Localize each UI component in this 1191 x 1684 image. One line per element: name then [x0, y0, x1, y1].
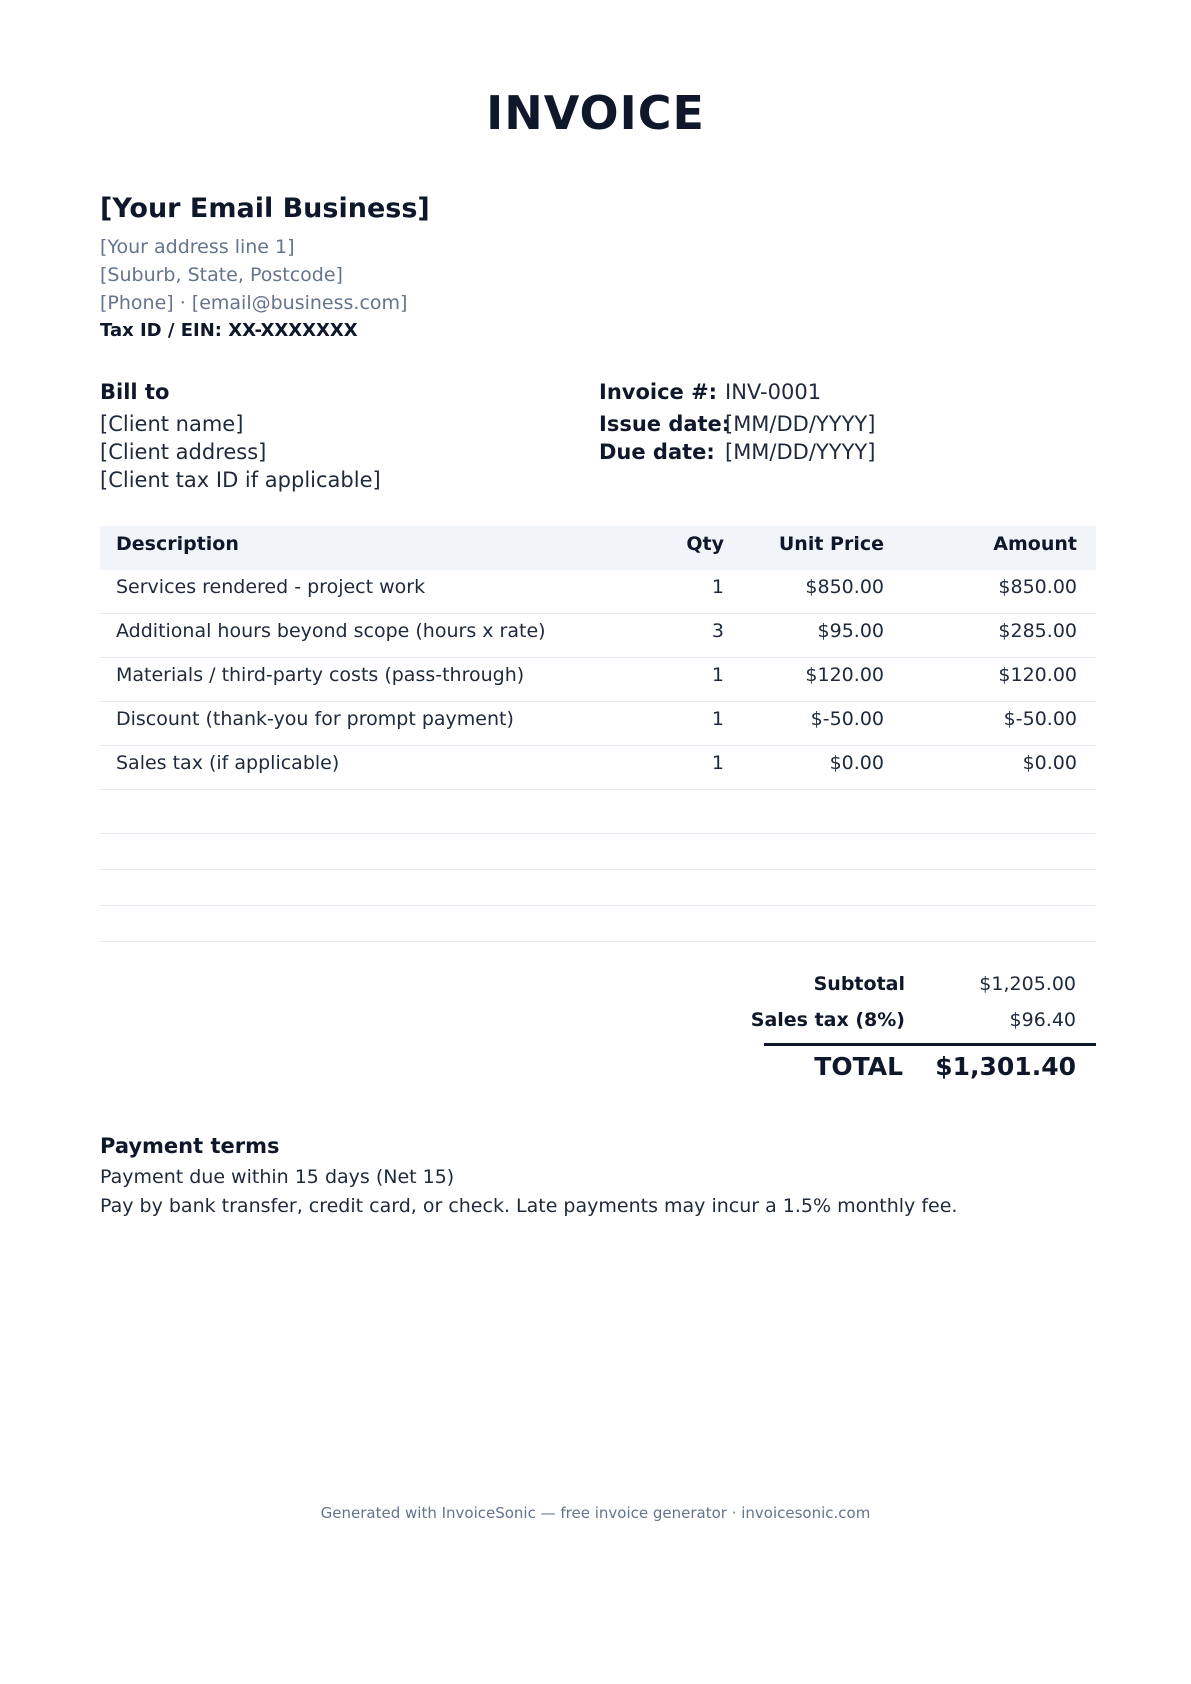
payment-terms-heading: Payment terms [100, 1134, 280, 1158]
empty-table-row [100, 906, 1096, 942]
sales-tax-label: Sales tax (8%) [750, 1009, 905, 1031]
header-description: Description [116, 533, 239, 555]
row-unit-price: $850.00 [805, 576, 884, 598]
client-address: [Client address] [100, 440, 267, 464]
footer-credit: Generated with InvoiceSonic — free invoice generator · invoicesonic.com [320, 1504, 871, 1522]
empty-table-row [100, 790, 1096, 834]
row-unit-price: $0.00 [829, 752, 884, 774]
total-label: TOTAL [814, 1052, 903, 1081]
total-value: $1,301.40 [935, 1052, 1076, 1081]
header-qty: Qty [686, 533, 724, 555]
due-date-label: Due date: [599, 440, 715, 464]
business-contact: [Phone] · [email@business.com] [100, 292, 408, 314]
row-amount: $0.00 [1022, 752, 1077, 774]
table-header [100, 526, 1096, 570]
due-date-value: [MM/DD/YYYY] [725, 440, 876, 464]
total-divider [764, 1043, 1096, 1046]
row-description: Discount (thank-you for prompt payment) [116, 708, 514, 730]
issue-date-label: Issue date: [599, 412, 731, 436]
sales-tax-value: $96.40 [1009, 1009, 1076, 1031]
table-row [100, 746, 1096, 790]
bill-to-heading: Bill to [100, 380, 170, 404]
business-name: [Your Email Business] [100, 193, 430, 224]
payment-terms-line1: Payment due within 15 days (Net 15) [100, 1166, 455, 1188]
client-name: [Client name] [100, 412, 244, 436]
row-description: Additional hours beyond scope (hours x rate) [116, 620, 546, 642]
row-amount: $285.00 [998, 620, 1077, 642]
table-row [100, 570, 1096, 614]
line-items-table [100, 526, 1096, 942]
empty-table-row [100, 834, 1096, 870]
row-qty: 1 [711, 752, 724, 774]
invoice-number-label: Invoice #: [599, 380, 718, 404]
header-unit-price: Unit Price [778, 533, 884, 555]
client-tax-id: [Client tax ID if applicable] [100, 468, 381, 492]
row-amount: $120.00 [998, 664, 1077, 686]
row-qty: 1 [711, 576, 724, 598]
payment-terms-line2: Pay by bank transfer, credit card, or check. Late payments may incur a 1.5% monthly fee. [100, 1195, 958, 1217]
row-amount: $850.00 [998, 576, 1077, 598]
row-description: Sales tax (if applicable) [116, 752, 340, 774]
empty-table-row [100, 870, 1096, 906]
table-row [100, 614, 1096, 658]
table-row [100, 658, 1096, 702]
row-qty: 1 [711, 664, 724, 686]
issue-date-value: [MM/DD/YYYY] [725, 412, 876, 436]
row-qty: 1 [711, 708, 724, 730]
row-unit-price: $-50.00 [810, 708, 884, 730]
row-description: Materials / third-party costs (pass-through) [116, 664, 525, 686]
row-unit-price: $95.00 [817, 620, 884, 642]
row-description: Services rendered - project work [116, 576, 426, 598]
business-address-line1: [Your address line 1] [100, 236, 295, 258]
subtotal-value: $1,205.00 [979, 973, 1076, 995]
invoice-number-value: INV-0001 [725, 380, 822, 404]
invoice-title: INVOICE [486, 86, 705, 140]
row-amount: $-50.00 [1003, 708, 1077, 730]
row-unit-price: $120.00 [805, 664, 884, 686]
row-qty: 3 [711, 620, 724, 642]
table-row [100, 702, 1096, 746]
business-tax-id: Tax ID / EIN: XX-XXXXXXX [100, 320, 358, 341]
subtotal-label: Subtotal [813, 973, 905, 995]
header-amount: Amount [993, 533, 1077, 555]
business-address-line2: [Suburb, State, Postcode] [100, 264, 343, 286]
